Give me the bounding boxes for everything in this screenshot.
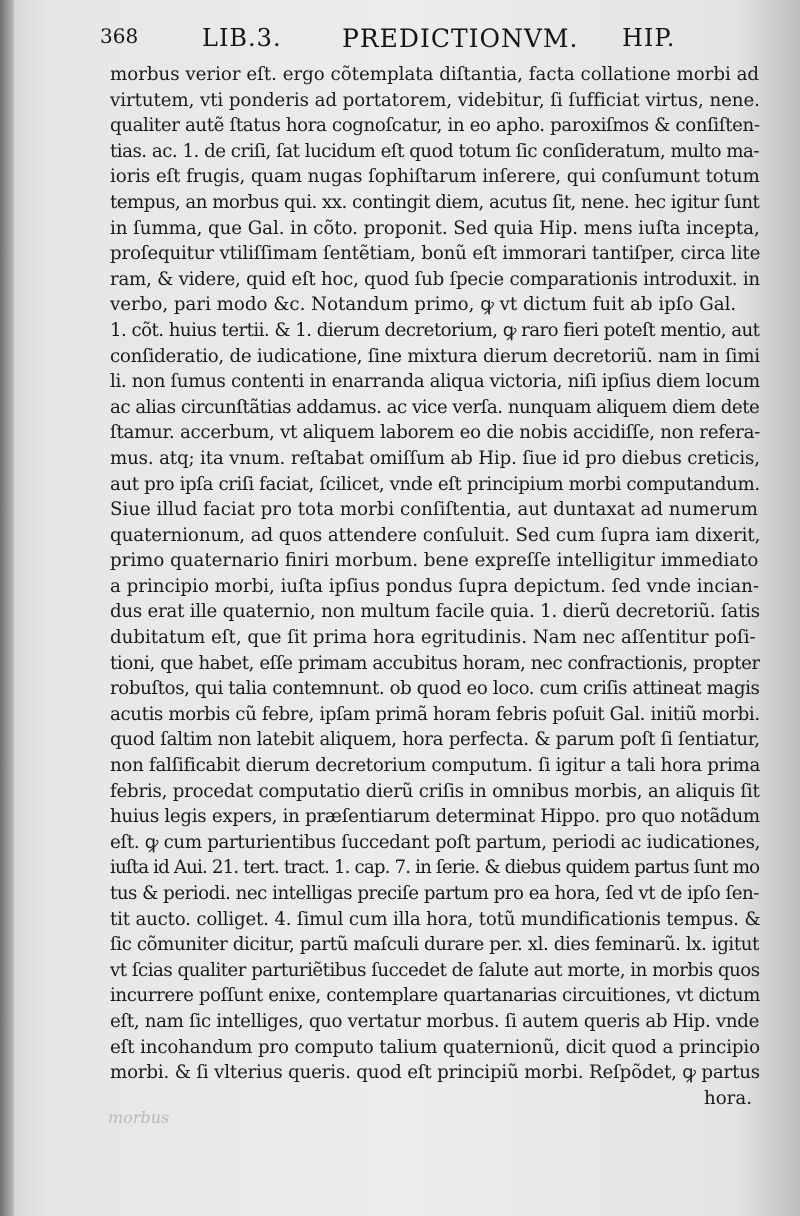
text-line: tempus, an morbus qui. xx. contingit diem, acutus ſit, nene. hec igitur ſunt bbox=[110, 191, 760, 213]
text-line: verbo, pari modo &c. Notandum primo, ꝙ vt dictum fuit ab ipſo Gal. bbox=[110, 294, 737, 316]
text-line: a principio morbi, iuſta ipſius pondus ſupra depictum. ſed vnde incian- bbox=[110, 575, 760, 597]
text-line: tus & periodi. nec intelligas preciſe partum pro ea hora, ſed vt de ipſo ſen- bbox=[110, 883, 759, 904]
text-line: huius legis expers, in præſentiarum determinat Hippo. pro quo notãdum bbox=[110, 806, 760, 828]
text-line: quod ſaltim non latebit aliquem, hora perfecta. & parum poſt ſi ſentiatur, bbox=[110, 729, 760, 751]
text-line: aut pro ipſa criſi faciat, ſcilicet, vnde eſt principium morbi computandum. bbox=[110, 473, 760, 495]
text-line: febris, procedat computatio dierũ criſis in omnibus morbis, an aliquis ſit bbox=[110, 780, 760, 802]
text-line: eſt. ꝙ cum parturientibus ſuccedant poſt partum, periodi ac iudicationes, bbox=[110, 831, 760, 853]
book-spine-shadow bbox=[0, 0, 14, 1216]
text-line: virtutem, vti ponderis ad portatorem, videbitur, ſi ſufficiat virtus, nene. bbox=[110, 89, 760, 111]
text-line: qualiter autẽ ſtatus hora cognoſcatur, in eo apho. paroxiſmos & conſiſten- bbox=[110, 115, 760, 137]
text-line: 1. cõt. huius tertii. & 1. dierum decretorium, ꝙ raro fieri poteſt mentio, aut bbox=[110, 319, 760, 341]
text-line: Siue illud faciat pro tota morbi conſiſtentia, aut duntaxat ad numerum bbox=[110, 499, 758, 521]
author-label: HIP. bbox=[622, 24, 676, 52]
text-line: primo quaternario finiri morbum. bene expreſſe intelligitur immediato bbox=[110, 550, 759, 572]
text-line: vt ſcias qualiter parturiẽtibus ſuccedet de ſalute aut morte, in morbis quos bbox=[110, 959, 760, 981]
text-line: eſt incohandum pro computo talium quaternionũ, dicit quod a principio bbox=[110, 1036, 760, 1058]
body-text-block bbox=[110, 62, 760, 1111]
text-line: dubitatum eſt, que ſit prima hora egritudinis. Nam nec aſſentitur poſi- bbox=[110, 627, 756, 649]
running-header bbox=[96, 10, 696, 60]
book-label: LIB.3. bbox=[202, 24, 282, 52]
text-line: tioni, que habet, eſſe primam accubitus horam, nec confractionis, propter bbox=[110, 652, 760, 674]
text-line: conſideratio, de iudicatione, ſine mixtura dierum decretoriũ. nam in ſimi bbox=[110, 345, 760, 367]
text-line: iuſta id Aui. 21. tert. tract. 1. cap. 7. in ſerie. & diebus quidem partus ſunt mo bbox=[110, 857, 760, 879]
text-line: morbi. & ſi vlterius queris. quod eſt principiũ morbi. Reſpõdet, ꝙ partus bbox=[110, 1062, 760, 1084]
text-line: acutis morbis cũ febre, ipſam primã horam febris poſuit Gal. initiũ morbi. bbox=[110, 703, 760, 725]
text-line: ac alias circunſtãtias addamus. ac vice verſa. nunquam aliquem diem dete bbox=[110, 396, 760, 418]
catchword: hora. bbox=[704, 1087, 752, 1109]
text-line: ſic cõmuniter dicitur, partũ maſculi durare per. xl. dies feminarũ. lx. igitut bbox=[110, 934, 759, 956]
text-line: non falſificabit dierum decretorium computum. ſi igitur a tali hora prima bbox=[110, 755, 760, 777]
text-line: ram, & videre, quid eſt hoc, quod ſub ſpecie comparationis introduxit. in bbox=[110, 268, 760, 290]
show-through-text: morbus bbox=[108, 1108, 170, 1127]
running-title: PREDICTIONVM. bbox=[342, 24, 579, 53]
text-line: eſt, nam ſic intelliges, quo vertatur morbus. ſi autem queris ab Hip. vnde bbox=[110, 1010, 760, 1032]
text-line: ſtamur. accerbum, vt aliquem laborem eo die nobis accidiſſe, non refera- bbox=[110, 422, 760, 444]
text-line: tit aucto. colliget. 4. ſimul cum illa hora, totũ mundificationis tempus. & bbox=[110, 908, 760, 930]
text-line: mus. atq; ita vnum. reſtabat omiſſum ab Hip. ſiue id pro diebus creticis, bbox=[110, 447, 760, 469]
text-line: dus erat ille quaternio, non multum facile quia. 1. dierũ decretoriũ. ſatis bbox=[110, 601, 760, 623]
text-line: tias. ac. 1. de criſi, ſat lucidum eſt quod totum ſic conſideratum, multo ma- bbox=[110, 140, 760, 162]
text-line: robuſtos, qui talia contemnunt. ob quod eo loco. cum criſis attineat magis bbox=[110, 678, 760, 700]
text-line: incurrere poſſunt enixe, contemplare quartanarias circuitiones, vt dictum bbox=[110, 985, 760, 1007]
text-line: li. non ſumus contenti in enarranda aliqua victoria, niſi ipſius diem locum bbox=[110, 371, 760, 393]
text-line: proſequitur vtiliſſimam ſentẽtiam, bonũ eſt immorari tantiſper, circa lite bbox=[110, 243, 760, 265]
page-number: 368 bbox=[100, 24, 139, 48]
text-line: in ſumma, que Gal. in cõto. proponit. Sed quia Hip. mens iuſta incepta, bbox=[110, 217, 760, 239]
text-line: ioris eſt frugis, quam nugas ſophiſtarum inſerere, qui conſumunt totum bbox=[110, 166, 760, 188]
text-line: morbus verior eſt. ergo cõtemplata diſtantia, facta collatione morbi ad bbox=[110, 64, 760, 85]
text-line: quaternionum, ad quos attendere conſuluit. Sed cum ſupra iam dixerit, bbox=[110, 524, 760, 546]
